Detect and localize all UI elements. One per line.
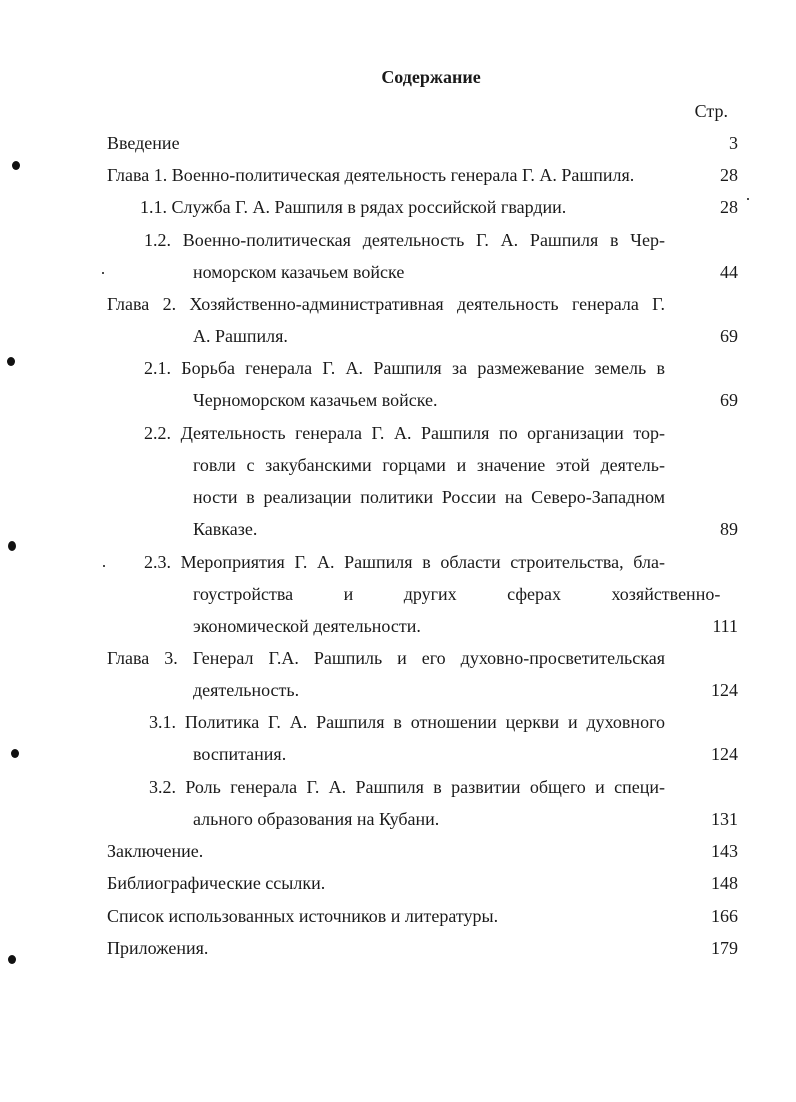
toc-line: ального образования на Кубани.: [193, 809, 440, 829]
toc-line: Библиографические ссылки.: [107, 873, 326, 893]
toc-line: А. Рашпиля.: [193, 326, 288, 346]
toc-line: 1.2. Военно-политическая деятельность Г. А. Рашпиля в Чер-: [144, 230, 665, 250]
toc-line: 2.1. Борьба генерала Г. А. Рашпиля за размежевание земель в: [144, 358, 665, 378]
toc-line: гоустройства и других сферах хозяйственно-: [193, 584, 721, 604]
toc-line: Глава 1. Военно-политическая деятельность генерала Г. А. Рашпиля.: [107, 165, 635, 185]
toc-page-number: 3: [729, 133, 738, 153]
toc-line: Заключение.: [107, 841, 204, 861]
punch-hole-mark: [8, 955, 16, 964]
toc-page-number: 89: [720, 519, 738, 539]
toc-line: Кавказе.: [193, 519, 258, 539]
toc-line: Приложения.: [107, 938, 209, 958]
punch-hole-mark: [8, 541, 16, 551]
punch-hole-mark: [11, 749, 19, 758]
toc-page-number: 124: [711, 744, 738, 764]
toc-page-number: 69: [720, 390, 738, 410]
punch-hole-mark: [7, 357, 15, 366]
toc-page-number: 69: [720, 326, 738, 346]
toc-line: деятельность.: [193, 680, 300, 700]
toc-line: Глава 2. Хозяйственно-административная деятельность генерала Г.: [107, 294, 665, 314]
punch-hole-mark: [12, 161, 20, 170]
toc-line: экономической деятельности.: [193, 616, 421, 636]
page-column-label: Стр.: [694, 101, 728, 121]
toc-line: Введение: [107, 133, 180, 153]
toc-line: говли с закубанскими горцами и значение этой деятель-: [193, 455, 665, 475]
toc-page-number: 44: [720, 262, 738, 282]
toc-line: 3.2. Роль генерала Г. А. Рашпиля в развитии общего и специ-: [149, 777, 665, 797]
toc-line: 3.1. Политика Г. А. Рашпиля в отношении церкви и духовного: [149, 712, 665, 732]
toc-page-number: 111: [712, 616, 738, 636]
toc-page-number: 131: [711, 809, 738, 829]
speck-mark: [747, 198, 749, 200]
toc-line: Черноморском казачьем войске.: [193, 390, 438, 410]
toc-page-number: 166: [711, 906, 738, 926]
toc-line: ности в реализации политики России на Северо-Западном: [193, 487, 665, 507]
speck-mark: [102, 272, 104, 274]
toc-line: номорском казачьем войске: [193, 262, 405, 282]
toc-line: Список использованных источников и литературы.: [107, 906, 499, 926]
speck-mark: [103, 565, 105, 567]
page-title: Содержание: [381, 67, 481, 87]
toc-line: 1.1. Служба Г. А. Рашпиля в рядах российской гвардии.: [140, 197, 567, 217]
toc-line: воспитания.: [193, 744, 287, 764]
toc-page-number: 124: [711, 680, 738, 700]
toc-page-number: 28: [720, 197, 738, 217]
toc-line: 2.2. Деятельность генерала Г. А. Рашпиля по организации тор-: [144, 423, 665, 443]
toc-page-number: 148: [711, 873, 738, 893]
toc-line: 2.3. Мероприятия Г. А. Рашпиля в области строительства, бла-: [144, 552, 665, 572]
toc-page-number: 143: [711, 841, 738, 861]
toc-page-number: 179: [711, 938, 738, 958]
toc-page-number: 28: [720, 165, 738, 185]
toc-line: Глава 3. Генерал Г.А. Рашпиль и его духовно-просветительская: [107, 648, 665, 668]
